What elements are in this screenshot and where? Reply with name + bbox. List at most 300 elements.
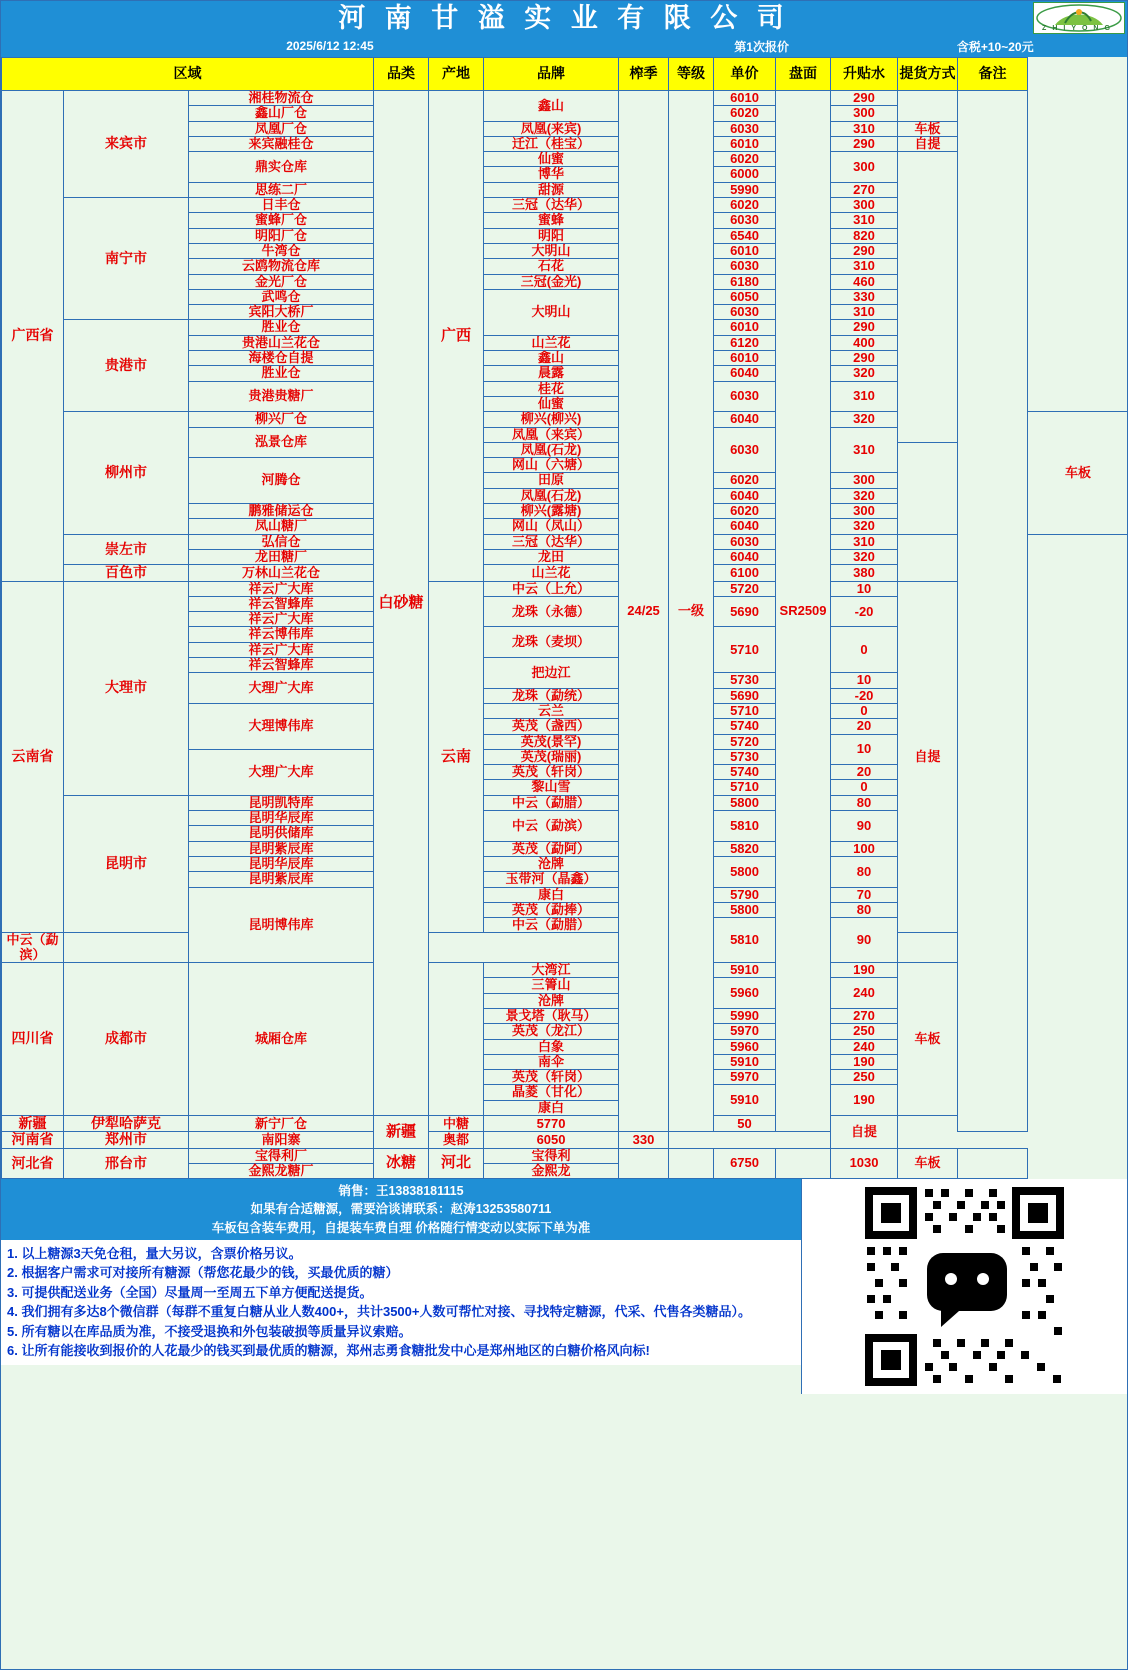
cell-brand: 凤凰(来宾) [484, 121, 619, 136]
cell-brand: 鑫山 [484, 351, 619, 366]
cell-premium: 20 [831, 765, 898, 780]
cell-premium: 0 [831, 780, 898, 795]
cell-price: 5790 [714, 887, 776, 902]
cell-premium: 290 [831, 91, 898, 106]
cell-pickup: 自提 [898, 581, 958, 933]
cell-premium: 320 [831, 519, 898, 534]
cell-premium: 270 [831, 1008, 898, 1023]
cell-brand: 大明山 [484, 289, 619, 335]
cell-warehouse: 凤山糖厂 [189, 519, 374, 534]
table-header-row [2, 58, 1128, 91]
cell-brand: 英茂（龙江） [484, 1024, 619, 1039]
cell-brand: 凤凰（来宾） [484, 427, 619, 442]
cell-brand: 奥都 [429, 1132, 484, 1148]
cell-city: 邢台市 [64, 1148, 189, 1179]
cell-brand: 康白 [484, 1100, 619, 1115]
cell-city: 百色市 [64, 565, 189, 581]
cell-premium: 240 [831, 978, 898, 1009]
cell-brand: 博华 [484, 167, 619, 182]
cell-warehouse: 新宁厂仓 [189, 1115, 374, 1131]
cell-premium: 80 [831, 856, 898, 887]
cell-brand: 英茂(景罕) [484, 734, 619, 749]
cell-price: 6040 [714, 488, 776, 503]
cell-brand: 龙珠（麦坝） [484, 627, 619, 658]
cell-origin [429, 963, 484, 1116]
cell-premium: 10 [831, 581, 898, 596]
cell-board [776, 1148, 831, 1179]
cell-warehouse: 祥云博伟库 [189, 627, 374, 642]
cell-price: 5910 [714, 963, 776, 978]
cell-grade: 一级 [669, 91, 714, 1132]
cell-brand: 凤凰(石龙) [484, 442, 619, 457]
cell-premium: 80 [831, 795, 898, 810]
contact-block [1, 1179, 801, 1239]
cell-warehouse: 龙田糖厂 [189, 549, 374, 564]
cell-price: 5990 [714, 182, 776, 197]
col-remark: 备注 [958, 58, 1028, 91]
note-5: 5. 所有糖以在库品质为准，不接受退换和外包装破损等质量异议索赔。 [7, 1323, 412, 1339]
cell-season [619, 1148, 669, 1179]
cell-warehouse: 金熙龙糖厂 [189, 1164, 374, 1179]
cell-price: 6020 [714, 504, 776, 519]
table-row [2, 1148, 1128, 1163]
company-logo [1033, 2, 1125, 34]
cell-price: 6750 [714, 1148, 776, 1179]
cell-premium: 460 [831, 274, 898, 289]
cell-premium: 90 [831, 811, 898, 842]
cell-brand: 英茂（勐捧） [484, 902, 619, 917]
cell-brand: 蜜蜂 [484, 213, 619, 228]
cell-warehouse: 大理博伟库 [189, 703, 374, 749]
cell-premium: 310 [831, 259, 898, 274]
cell-premium: 300 [831, 198, 898, 213]
cell-city: 南宁市 [64, 198, 189, 320]
cell-brand: 中云（勐腊） [484, 795, 619, 810]
cell-pickup [898, 91, 958, 122]
cell-province: 河南省 [2, 1132, 64, 1148]
cell-warehouse: 牛湾仓 [189, 243, 374, 258]
cell-warehouse: 昆明紫辰库 [189, 841, 374, 856]
sales-contact: 销售：王13838181115 [338, 1184, 464, 1199]
cell-warehouse: 来宾融桂仓 [189, 136, 374, 151]
cell-price: 5910 [714, 1085, 776, 1116]
col-grade: 等级 [669, 58, 714, 91]
cell-kind: 白砂糖 [374, 91, 429, 1116]
cell-warehouse: 湘桂物流仓 [189, 91, 374, 106]
cell-price: 5970 [714, 1024, 776, 1039]
cell-warehouse: 金光厂仓 [189, 274, 374, 289]
cell-price: 5800 [714, 856, 776, 887]
cell-brand: 三箐山 [484, 978, 619, 993]
cell-premium: 90 [831, 918, 898, 963]
cell-warehouse: 祥云广大库 [189, 581, 374, 596]
cell-price: 6040 [714, 549, 776, 564]
cell-premium: 190 [831, 1085, 898, 1116]
note-2: 2. 根据客户需求可对接所有糖源（帮您花最少的钱，买最优质的糖） [7, 1265, 399, 1281]
cell-premium: 10 [831, 673, 898, 688]
cell-premium: -20 [831, 688, 898, 703]
cell-warehouse: 海楼仓自提 [189, 351, 374, 366]
cell-brand: 宝得利 [484, 1148, 619, 1163]
cell-origin: 新疆 [374, 1115, 429, 1148]
col-brand: 品牌 [484, 58, 619, 91]
cell-city: 来宾市 [64, 91, 189, 198]
cell-premium: 300 [831, 473, 898, 488]
chat-bubble-icon [919, 1243, 1015, 1331]
cell-brand: 桂花 [484, 381, 619, 396]
cell-premium: 50 [714, 1115, 776, 1131]
col-pickup: 提货方式 [898, 58, 958, 91]
cell-premium: 100 [831, 841, 898, 856]
cell-premium: 290 [831, 136, 898, 151]
cell-price: 5910 [714, 1054, 776, 1069]
cell-premium: 320 [831, 412, 898, 427]
note-1: 1. 以上糖源3天免仓租，量大另议，含票价格另议。 [7, 1245, 302, 1261]
cell-premium: 310 [831, 381, 898, 412]
cell-warehouse: 思练二厂 [189, 182, 374, 197]
cell-price: 5690 [714, 596, 776, 627]
company-title-bar [1, 1, 1127, 35]
cell-price: 6010 [714, 136, 776, 151]
cell-origin: 云南 [429, 581, 484, 933]
cell-warehouse: 昆明华辰库 [189, 811, 374, 826]
cell-price: 5710 [714, 780, 776, 795]
cell-premium: 310 [831, 213, 898, 228]
cell-premium: 330 [619, 1132, 669, 1148]
cell-pickup [898, 534, 958, 581]
cell-premium: 310 [831, 305, 898, 320]
cell-brand: 英茂（轩岗） [484, 1070, 619, 1085]
cell-price: 6540 [714, 228, 776, 243]
cell-price: 6050 [714, 289, 776, 304]
cell-price: 5960 [714, 1039, 776, 1054]
cell-pickup: 车板 [898, 121, 958, 136]
cell-brand: 晶菱（甘化） [484, 1085, 619, 1100]
cell-premium: 290 [831, 320, 898, 335]
cell-price: 6030 [714, 121, 776, 136]
cell-premium: 310 [831, 427, 898, 473]
company-name: 河 南 甘 溢 实 业 有 限 公 司 [338, 3, 790, 33]
cell-brand: 龙珠（勐统） [484, 688, 619, 703]
cell-brand: 中云（勐滨） [2, 933, 64, 963]
cell-brand: 仙蜜 [484, 152, 619, 167]
cell-brand: 大明山 [484, 243, 619, 258]
cell-brand: 龙珠（永德） [484, 596, 619, 627]
cell-warehouse: 大理广大库 [189, 749, 374, 795]
cell-premium: 310 [831, 121, 898, 136]
cell-warehouse: 河腾仓 [189, 458, 374, 504]
cell-season: 24/25 [619, 91, 669, 1132]
cell-brand: 金熙龙 [484, 1164, 619, 1179]
cell-price: 6120 [714, 335, 776, 350]
cell-warehouse: 祥云广大库 [189, 642, 374, 657]
quote-date: 2025/6/12 12:45 [1, 35, 660, 57]
col-premium: 升贴水 [831, 58, 898, 91]
cell-brand: 迁江（桂宝） [484, 136, 619, 151]
cell-city: 伊犁哈萨克 [64, 1115, 189, 1131]
cell-province: 新疆 [2, 1115, 64, 1131]
cell-price: 6030 [714, 259, 776, 274]
cell-brand: 甜源 [484, 182, 619, 197]
col-board: 盘面 [776, 58, 831, 91]
cell-brand: 晨露 [484, 366, 619, 381]
cell-province: 四川省 [2, 963, 64, 1116]
sourcing-contact: 如果有合适糖源，需要洽谈请联系：赵涛13253580711 [250, 1202, 552, 1217]
cell-province: 河北省 [2, 1148, 64, 1179]
cell-price: 6010 [714, 320, 776, 335]
cell-warehouse: 祥云智蜂库 [189, 658, 374, 673]
cell-pickup: 车板 [1028, 412, 1128, 534]
table-row [2, 91, 1128, 106]
cell-warehouse: 祥云智蜂库 [189, 596, 374, 611]
cell-brand: 仙蜜 [484, 396, 619, 411]
cell-warehouse: 胜业仓 [189, 320, 374, 335]
cell-warehouse: 南阳寨 [189, 1132, 374, 1148]
cell-premium: 20 [831, 719, 898, 734]
cell-brand: 沧牌 [484, 856, 619, 871]
cell-premium: 320 [831, 488, 898, 503]
cell-warehouse: 弘信仓 [189, 534, 374, 549]
cell-brand: 山兰花 [484, 565, 619, 581]
cell-price: 6030 [714, 534, 776, 549]
cell-price: 6030 [714, 381, 776, 412]
footer-left [1, 1179, 801, 1394]
cell-warehouse: 昆明博伟库 [189, 887, 374, 962]
cell-city: 大理市 [64, 581, 189, 795]
cell-price: 6020 [714, 106, 776, 121]
cell-pickup [898, 152, 958, 443]
cell-price: 6030 [714, 305, 776, 320]
cell-price: 5990 [714, 1008, 776, 1023]
cell-warehouse: 鹏雅储运仓 [189, 504, 374, 519]
col-kind: 品类 [374, 58, 429, 91]
cell-remark [958, 91, 1028, 1132]
cell-premium: 0 [831, 627, 898, 673]
cell-brand: 网山（六塘） [484, 458, 619, 473]
cell-premium: 310 [831, 534, 898, 549]
cell-price: 5690 [714, 688, 776, 703]
tax-note: 含税+10~20元 [864, 35, 1127, 57]
note-6: 6. 让所有能接收到报价的人花最少的钱买到最优质的糖源，郑州志勇食糖批发中心是郑州地区的白糖价格风向标! [7, 1343, 650, 1359]
sub-header-bar [1, 35, 1127, 57]
cell-warehouse: 明阳厂仓 [189, 228, 374, 243]
cell-city: 柳州市 [64, 412, 189, 534]
col-price: 单价 [714, 58, 776, 91]
price-table [1, 57, 1128, 1179]
cell-warehouse: 日丰仓 [189, 198, 374, 213]
cell-premium: 290 [831, 243, 898, 258]
cell-brand: 三冠(金光) [484, 274, 619, 289]
cell-city: 昆明市 [64, 795, 189, 933]
cell-brand: 南伞 [484, 1054, 619, 1069]
cell-warehouse: 大理广大库 [189, 673, 374, 704]
cell-brand: 英茂（轩岗） [484, 765, 619, 780]
cell-brand: 中云（上允） [484, 581, 619, 596]
cell-warehouse: 柳兴厂仓 [189, 412, 374, 427]
cell-brand: 石花 [484, 259, 619, 274]
cell-brand: 英茂（盏西） [484, 719, 619, 734]
cell-premium: 270 [831, 182, 898, 197]
cell-grade [669, 1148, 714, 1179]
cell-price: 5730 [714, 673, 776, 688]
cell-warehouse: 昆明凯特库 [189, 795, 374, 810]
cell-price: 6010 [714, 351, 776, 366]
cell-price: 5970 [714, 1070, 776, 1085]
cell-brand: 英茂（勐阿） [484, 841, 619, 856]
wechat-qr-code[interactable] [857, 1179, 1072, 1394]
cell-city: 崇左市 [64, 534, 189, 565]
cell-price: 6030 [714, 213, 776, 228]
cell-price: 6040 [714, 519, 776, 534]
cell-price: 6050 [484, 1132, 619, 1148]
cell-price: 5810 [714, 918, 776, 963]
cell-origin: 广西 [429, 91, 484, 582]
cell-brand: 黎山雪 [484, 780, 619, 795]
cell-warehouse: 贵港贵糖厂 [189, 381, 374, 412]
cell-brand: 凤凰(石龙) [484, 488, 619, 503]
cell-price: 5740 [714, 719, 776, 734]
cell-city: 成都市 [64, 963, 189, 1116]
cell-premium: 380 [831, 565, 898, 581]
cell-brand: 三冠（达华） [484, 198, 619, 213]
cell-pickup: 自提 [831, 1115, 898, 1148]
cell-brand: 景戈塔（耿马） [484, 1008, 619, 1023]
cell-brand: 中云（勐滨） [484, 811, 619, 842]
table-row [2, 1132, 1128, 1148]
cell-premium: 820 [831, 228, 898, 243]
cell-premium: 80 [831, 902, 898, 917]
cell-premium: 300 [831, 106, 898, 121]
cell-brand: 中糖 [429, 1115, 484, 1131]
cell-premium: 240 [831, 1039, 898, 1054]
footer-right [801, 1179, 1127, 1394]
cell-warehouse: 胜业仓 [189, 366, 374, 381]
cell-price: 6000 [714, 167, 776, 182]
cell-warehouse: 宾阳大桥厂 [189, 305, 374, 320]
cell-city: 郑州市 [64, 1132, 189, 1148]
cell-brand: 沧牌 [484, 993, 619, 1008]
cell-price: 5800 [714, 795, 776, 810]
cell-price: 6040 [714, 412, 776, 427]
cell-brand: 柳兴(露塘) [484, 504, 619, 519]
cell-price: 6180 [714, 274, 776, 289]
cell-warehouse: 昆明紫辰库 [189, 872, 374, 887]
cell-premium: 250 [831, 1024, 898, 1039]
cell-price: 6100 [714, 565, 776, 581]
cell-premium: 320 [831, 549, 898, 564]
cell-warehouse: 祥云广大库 [189, 612, 374, 627]
cell-brand: 云兰 [484, 703, 619, 718]
cell-pickup: 车板 [898, 963, 958, 1116]
cell-brand: 英茂(瑞丽) [484, 749, 619, 764]
cell-brand: 白象 [484, 1039, 619, 1054]
cell-premium: 320 [831, 366, 898, 381]
svg-text:ZHIYONG: ZHIYONG [1042, 25, 1116, 32]
cell-pickup: 自提 [898, 136, 958, 151]
cell-price: 5720 [714, 734, 776, 749]
col-season: 榨季 [619, 58, 669, 91]
cell-brand: 中云（勐腊） [484, 918, 619, 933]
cell-premium: 0 [831, 703, 898, 718]
cell-premium: 300 [831, 504, 898, 519]
cell-price: 6020 [714, 152, 776, 167]
cell-premium: 250 [831, 1070, 898, 1085]
cell-warehouse: 宝得利厂 [189, 1148, 374, 1163]
cell-origin: 河北 [429, 1148, 484, 1179]
cell-city: 贵港市 [64, 320, 189, 412]
note-4: 4. 我们拥有多达8个微信群（每群不重复白糖从业人数400+，共计3500+人数可帮忙对接、寻找特定糖源，代采、代售各类糖品）。 [7, 1304, 751, 1320]
cell-brand: 柳兴(柳兴) [484, 412, 619, 427]
cell-brand: 田原 [484, 473, 619, 488]
cell-price: 5710 [714, 703, 776, 718]
shipping-note: 车板包含装车费用，自提装车费自理 价格随行情变动以实际下单为准 [211, 1220, 591, 1235]
cell-warehouse: 昆明华辰库 [189, 856, 374, 871]
cell-brand: 网山（凤山） [484, 519, 619, 534]
cell-price: 5710 [714, 627, 776, 673]
cell-price: 5820 [714, 841, 776, 856]
cell-brand: 鑫山 [484, 91, 619, 122]
cell-brand: 龙田 [484, 549, 619, 564]
cell-warehouse: 城厢仓库 [189, 963, 374, 1116]
cell-province: 广西省 [2, 91, 64, 582]
cell-price: 6040 [714, 366, 776, 381]
note-3: 3. 可提供配送业务（全国）尽量周一至周五下单方便配送提货。 [7, 1284, 373, 1300]
cell-brand: 三冠（达华） [484, 534, 619, 549]
cell-brand: 山兰花 [484, 335, 619, 350]
cell-warehouse: 贵港山兰花仓 [189, 335, 374, 350]
cell-premium: -20 [831, 596, 898, 627]
cell-premium: 300 [831, 152, 898, 183]
cell-price: 6010 [714, 91, 776, 106]
cell-price: 5800 [714, 902, 776, 917]
cell-price: 6030 [714, 427, 776, 473]
cell-premium: 10 [831, 734, 898, 765]
cell-price: 5770 [484, 1115, 619, 1131]
cell-warehouse: 昆明供储库 [189, 826, 374, 841]
notes-block [1, 1240, 801, 1365]
cell-price: 6020 [714, 198, 776, 213]
quote-number: 第1次报价 [660, 35, 865, 57]
cell-price: 6020 [714, 473, 776, 488]
cell-brand: 玉带河（晶鑫） [484, 872, 619, 887]
cell-warehouse: 万林山兰花仓 [189, 565, 374, 581]
footer [1, 1179, 1127, 1394]
cell-premium: 400 [831, 335, 898, 350]
cell-price: 5720 [714, 581, 776, 596]
cell-province: 云南省 [2, 581, 64, 933]
cell-warehouse: 云鸥物流仓库 [189, 259, 374, 274]
cell-warehouse: 武鸣仓 [189, 289, 374, 304]
cell-pickup: 车板 [898, 1148, 958, 1179]
cell-premium: 190 [831, 963, 898, 978]
cell-price: 5730 [714, 749, 776, 764]
cell-warehouse: 鼎实仓库 [189, 152, 374, 183]
cell-brand: 大湾江 [484, 963, 619, 978]
cell-warehouse: 鑫山厂仓 [189, 106, 374, 121]
cell-price: 6010 [714, 243, 776, 258]
cell-premium: 330 [831, 289, 898, 304]
cell-remark [958, 1148, 1028, 1179]
cell-price: 5810 [714, 811, 776, 842]
cell-premium: 190 [831, 1054, 898, 1069]
cell-premium: 70 [831, 887, 898, 902]
col-origin: 产地 [429, 58, 484, 91]
cell-premium: 1030 [831, 1148, 898, 1179]
cell-warehouse: 泓景仓库 [189, 427, 374, 458]
cell-brand: 康白 [484, 887, 619, 902]
cell-price: 5740 [714, 765, 776, 780]
cell-brand: 明阳 [484, 228, 619, 243]
